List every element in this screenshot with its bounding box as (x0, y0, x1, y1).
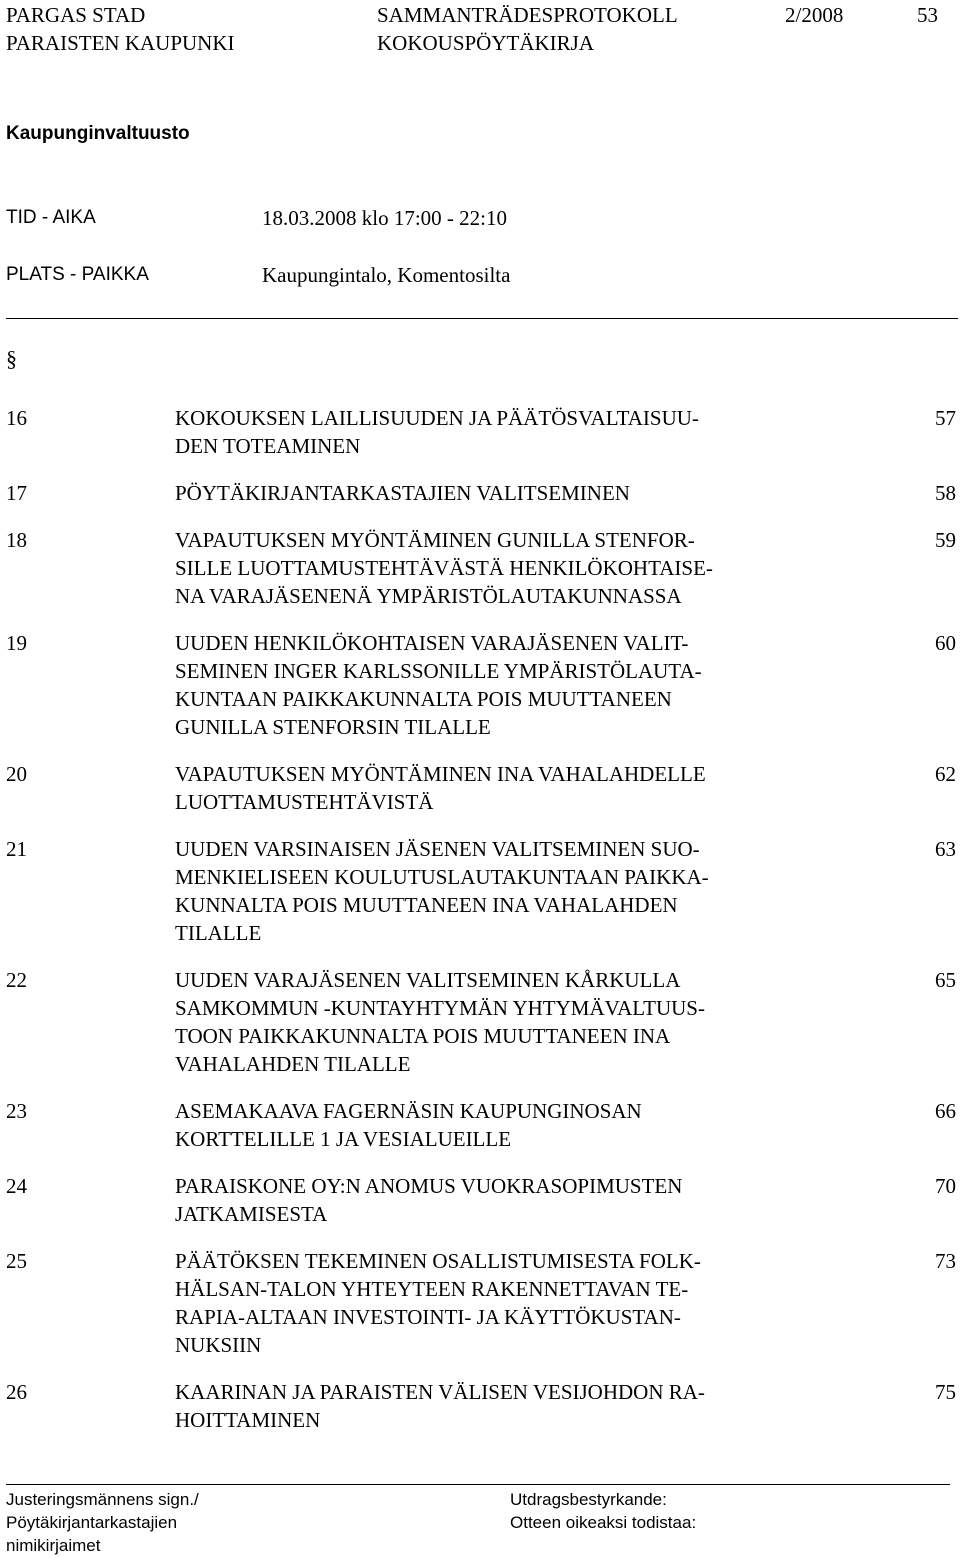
agenda-item-title-line: KUNTAAN PAIKKAKUNNALTA POIS MUUTTANEEN (175, 687, 672, 711)
agenda-item-title-line: SEMINEN INGER KARLSSONILLE YMPÄRISTÖLAUTA- (175, 659, 702, 683)
doc-type-fi: KOKOUSPÖYTÄKIRJA (377, 31, 595, 55)
agenda-item-title (175, 1172, 815, 1228)
agenda-item-title-line: LUOTTAMUSTEHTÄVISTÄ (175, 790, 434, 814)
council-name: Kaupunginvaltuusto (6, 123, 190, 144)
footer-right-line: Otteen oikeaksi todistaa: (510, 1513, 697, 1532)
agenda-item-title-line: UUDEN VARSINAISEN JÄSENEN VALITSEMINEN SUO- (175, 837, 700, 861)
agenda-item-title (175, 835, 815, 947)
agenda-item-title (175, 760, 815, 816)
agenda-item-number: 22 (6, 968, 27, 992)
agenda-item-title (175, 629, 815, 741)
agenda-item-title-line: KOKOUKSEN LAILLISUUDEN JA PÄÄTÖSVALTAISUU- (175, 406, 699, 430)
agenda-item-page: 57 (935, 406, 956, 430)
issue-number: 2/2008 (785, 3, 844, 27)
agenda-item-title-line: UUDEN HENKILÖKOHTAISEN VARAJÄSENEN VALIT- (175, 631, 689, 655)
agenda-item-title-line: VAHALAHDEN TILALLE (175, 1052, 411, 1076)
agenda-item-number: 23 (6, 1099, 27, 1123)
agenda-item-title-line: KAARINAN JA PARAISTEN VÄLISEN VESIJOHDON RA- (175, 1380, 705, 1404)
agenda-item-title-line: RAPIA-ALTAAN INVESTOINTI- JA KÄYTTÖKUSTAN- (175, 1305, 681, 1329)
agenda-item-title-line: PÄÄTÖKSEN TEKEMINEN OSALLISTUMISESTA FOLK- (175, 1249, 701, 1273)
section-symbol: § (6, 346, 17, 371)
agenda-item-title-line: TOON PAIKKAKUNNALTA POIS MUUTTANEEN INA (175, 1024, 671, 1048)
footer-certification-label (510, 1488, 696, 1534)
agenda-item-page: 65 (935, 968, 956, 992)
agenda-item-title-line: MENKIELISEEN KOULUTUSLAUTAKUNTAAN PAIKKA- (175, 865, 709, 889)
agenda-item-title-line: TILALLE (175, 921, 262, 945)
place-value: Kaupungintalo, Komentosilta (262, 263, 511, 287)
header-divider (6, 318, 958, 319)
agenda-item-title-line: JATKAMISESTA (175, 1202, 328, 1226)
org-name-sv: PARGAS STAD (6, 3, 146, 27)
agenda-item-title (175, 1097, 815, 1153)
agenda-item-title-line: HOITTAMINEN (175, 1408, 321, 1432)
agenda-item-title-line: ASEMAKAAVA FAGERNÄSIN KAUPUNGINOSAN (175, 1099, 642, 1123)
agenda-item-title-line: KUNNALTA POIS MUUTTANEEN INA VAHALAHDEN (175, 893, 678, 917)
agenda-item-number: 24 (6, 1174, 27, 1198)
agenda-item-number: 17 (6, 481, 27, 505)
agenda-item-title-line: HÄLSAN-TALON YHTEYTEEN RAKENNETTAVAN TE- (175, 1277, 689, 1301)
agenda-item-page: 63 (935, 837, 956, 861)
agenda-item-title-line: VAPAUTUKSEN MYÖNTÄMINEN GUNILLA STENFOR- (175, 528, 695, 552)
agenda-item-page: 66 (935, 1099, 956, 1123)
agenda-item-number: 20 (6, 762, 27, 786)
agenda-item-page: 58 (935, 481, 956, 505)
agenda-item-title-line: SILLE LUOTTAMUSTEHTÄVÄSTÄ HENKILÖKOHTAISE- (175, 556, 713, 580)
footer-signatures-label (6, 1488, 199, 1557)
agenda-item-title-line: UUDEN VARAJÄSENEN VALITSEMINEN KÅRKULLA (175, 968, 681, 992)
agenda-item-title-line: PARAISKONE OY:N ANOMUS VUOKRASOPIMUSTEN (175, 1174, 683, 1198)
agenda-item-page: 60 (935, 631, 956, 655)
agenda-item-title-line: VAPAUTUKSEN MYÖNTÄMINEN INA VAHALAHDELLE (175, 762, 706, 786)
footer-left-line: Justeringsmännens sign./ (6, 1490, 199, 1509)
agenda-item-number: 16 (6, 406, 27, 430)
agenda-item-title-line: KORTTELILLE 1 JA VESIALUEILLE (175, 1127, 512, 1151)
agenda-item-title-line: DEN TOTEAMINEN (175, 434, 361, 458)
agenda-item-page: 73 (935, 1249, 956, 1273)
page-number: 53 (917, 3, 938, 27)
agenda-item-title (175, 479, 815, 507)
place-label: PLATS - PAIKKA (6, 264, 149, 285)
agenda-item-number: 19 (6, 631, 27, 655)
agenda-item-title (175, 526, 815, 610)
agenda-item-page: 59 (935, 528, 956, 552)
agenda-item-title-line: NA VARAJÄSENENÄ YMPÄRISTÖLAUTAKUNNASSA (175, 584, 682, 608)
footer-left-line: Pöytäkirjantarkastajien (6, 1513, 178, 1532)
agenda-item-title-line: GUNILLA STENFORSIN TILALLE (175, 715, 491, 739)
footer-divider (6, 1484, 950, 1485)
doc-type-sv: SAMMANTRÄDESPROTOKOLL (377, 3, 678, 27)
time-label: TID - AIKA (6, 207, 96, 228)
agenda-item-title-line: PÖYTÄKIRJANTARKASTAJIEN VALITSEMINEN (175, 481, 630, 505)
agenda-item-number: 26 (6, 1380, 27, 1404)
agenda-item-title (175, 1247, 815, 1359)
agenda-item-page: 75 (935, 1380, 956, 1404)
agenda-item-title-line: NUKSIIN (175, 1333, 262, 1357)
agenda-item-page: 70 (935, 1174, 956, 1198)
time-value: 18.03.2008 klo 17:00 - 22:10 (262, 206, 507, 230)
agenda-item-title (175, 404, 815, 460)
footer-right-line: Utdragsbestyrkande: (510, 1490, 667, 1509)
agenda-item-title (175, 966, 815, 1078)
agenda-item-title (175, 1378, 815, 1434)
agenda-item-number: 21 (6, 837, 27, 861)
agenda-item-number: 18 (6, 528, 27, 552)
footer-left-line: nimikirjaimet (6, 1536, 101, 1555)
agenda-item-page: 62 (935, 762, 956, 786)
agenda-item-number: 25 (6, 1249, 27, 1273)
org-name-fi: PARAISTEN KAUPUNKI (6, 31, 235, 55)
agenda-item-title-line: SAMKOMMUN -KUNTAYHTYMÄN YHTYMÄVALTUUS- (175, 996, 705, 1020)
